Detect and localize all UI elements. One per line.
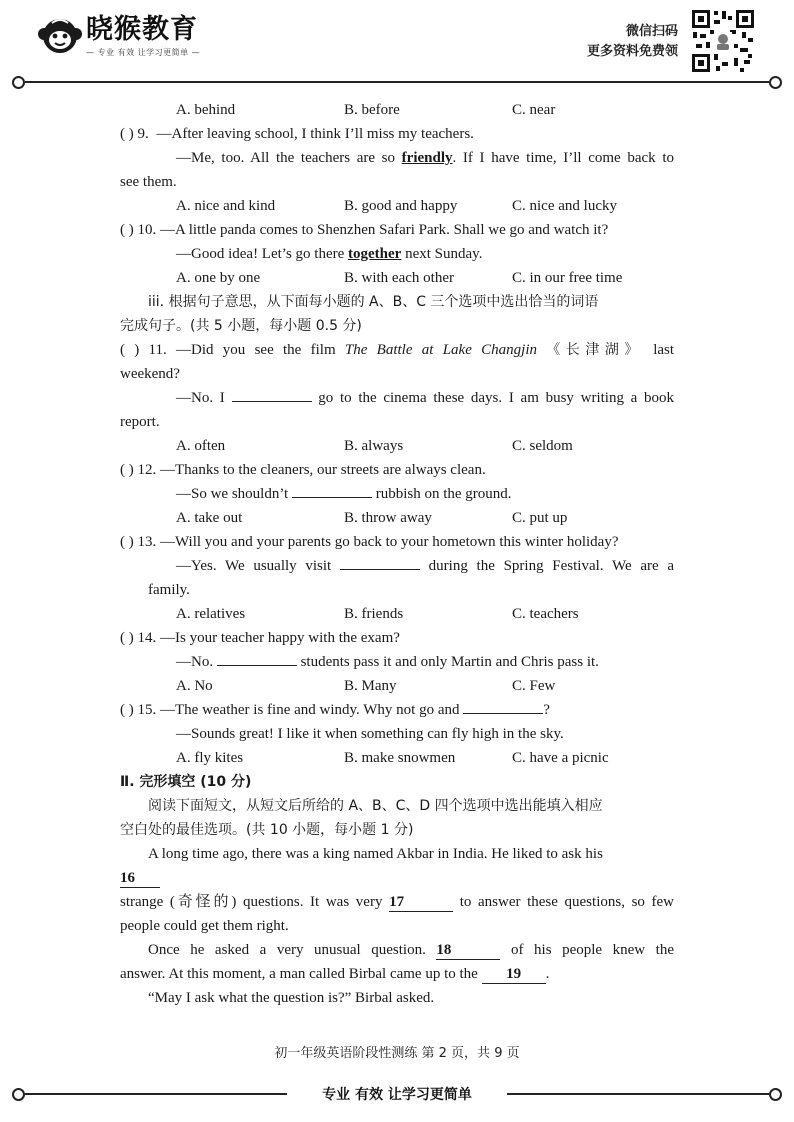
cloze-paragraph-1-line-4: people could get them right. [120,918,289,934]
q9-line-2 [176,146,674,170]
q14-number: ( ) 14. [120,630,157,646]
q11-film-title: The Battle at Lake Changjin [344,342,537,358]
q15-line-1-post: ? [543,702,550,718]
cloze-p1-line-3-post: to answer these questions, so few [459,894,675,910]
q9-option-a: A. nice and kind [176,198,276,214]
q13-line-2-pre: —Yes. We usually visit [176,558,332,574]
q11-answer-blank[interactable] [232,386,312,402]
q15-option-a: A. fly kites [176,750,244,766]
question-11 [120,338,674,362]
q11-line-2: weekend? [120,366,180,382]
q12-line-2-post: rubbish on the ground. [375,486,512,502]
q14-line-2-post: students pass it and only Martin and Chris pass it. [300,654,599,670]
q12-number: ( ) 12. [120,462,157,478]
q13-option-c: C. teachers [512,606,579,622]
brand-name: 晓猴教育 [86,13,198,45]
q14-option-b: B. Many [344,678,397,694]
footer-rule-right-dot [769,1088,782,1101]
footer-rule-right [507,1093,769,1095]
q9-line-2-post: . If I have time, I’ll come back to [452,150,674,166]
question-15 [120,698,550,722]
q11-line-1-pre: —Did you see the film [176,342,345,358]
cloze-blank-19[interactable]: 19 [482,965,546,984]
q9-number: ( ) 9. [120,126,149,142]
q10-line-2-post: next Sunday. [401,246,483,262]
q15-line-1-pre: —The weather is fine and windy. Why not go and [160,702,460,718]
q11-line-3-pre: —No. I [176,390,225,406]
part-3-instruction-line-1: iii. 根据句子意思，从下面每小题的 A、B、C 三个选项中选出恰当的词语 [148,294,599,310]
q11-number: ( ) 11. [120,342,167,358]
q13-number: ( ) 13. [120,534,157,550]
q14-answer-blank[interactable] [217,650,297,666]
cloze-paragraph-2-line-2 [120,962,549,986]
cloze-paragraph-1-line-2 [120,866,160,890]
question-12 [120,458,486,482]
cloze-p2-line-2-post: . [545,966,550,982]
q11-line-4: report. [120,414,160,430]
cloze-instruction-line-2: 空白处的最佳选项。(共 10 小题，每小题 1 分) [120,822,414,838]
q12-answer-blank[interactable] [292,482,372,498]
cloze-paragraph-2-line-1 [148,938,674,962]
cloze-p2-line-2-pre: answer. At this moment, a man called Birbal came up to the [120,966,478,982]
q12-line-2 [176,482,512,506]
q10-number: ( ) 10. [120,222,157,238]
q15-line-2: —Sounds great! I like it when something can fly high in the sky. [176,726,564,742]
q12-line-1: —Thanks to the cleaners, our streets are always clean. [160,462,486,478]
q14-line-1: —Is your teacher happy with the exam? [160,630,400,646]
q8-option-a: A. behind [176,102,236,118]
cloze-p2-line-1-post: of his people knew the [510,942,675,958]
cloze-paragraph-1-line-3 [120,890,674,914]
q9-option-c: C. nice and lucky [512,198,617,214]
cloze-section-title: Ⅱ. 完形填空 (10 分) [120,774,252,790]
q11-film-title-cn: 《长津湖》 [546,342,644,358]
q13-answer-blank[interactable] [340,554,420,570]
question-13 [120,530,618,554]
q9-line-3: see them. [120,174,177,190]
q14-option-c: C. Few [512,678,556,694]
q8-option-b: B. before [344,102,400,118]
q15-option-b: B. make snowmen [344,750,456,766]
q11-option-c: C. seldom [512,438,573,454]
part-3-instruction-line-2: 完成句子。(共 5 小题，每小题 0.5 分) [120,318,362,334]
q13-option-b: B. friends [344,606,404,622]
q11-option-a: A. often [176,438,226,454]
cloze-blank-16[interactable]: 16 [120,869,160,888]
q10-option-b: B. with each other [344,270,454,286]
footer-slogan: 专业 有效 让学习更简单 [322,1087,472,1103]
cloze-blank-18[interactable]: 18 [436,941,500,960]
q15-number: ( ) 15. [120,702,157,718]
q11-line-1-post: last [653,342,675,358]
q14-line-2 [176,650,599,674]
q10-highlight-word: together [348,246,402,262]
cloze-instruction-line-1: 阅读下面短文，从短文后所给的 A、B、C、D 四个选项中选出能填入相应 [148,798,603,814]
q10-line-1: —A little panda comes to Shenzhen Safari Park. Shall we go and watch it? [160,222,609,238]
q15-option-c: C. have a picnic [512,750,609,766]
q11-line-3 [176,386,674,410]
page-number-info: 初一年级英语阶段性测练 第 2 页，共 9 页 [274,1046,520,1061]
q12-option-a: A. take out [176,510,243,526]
q10-option-c: C. in our free time [512,270,623,286]
q10-line-2-pre: —Good idea! Let’s go there [176,246,349,262]
q13-option-a: A. relatives [176,606,246,622]
q10-option-a: A. one by one [176,270,261,286]
q12-option-c: C. put up [512,510,568,526]
q11-line-3-post: go to the cinema these days. I am busy writing a book [318,390,675,406]
q10-line-2 [176,242,482,266]
question-10 [120,218,608,242]
q8-option-c: C. near [512,102,556,118]
scan-line-2: 更多资料免费领 [586,44,678,59]
q11-option-b: B. always [344,438,404,454]
q14-option-a: A. No [176,678,213,694]
q9-highlight-word: friendly [401,150,453,166]
scan-line-1: 微信扫码 [625,24,678,39]
question-14 [120,626,400,650]
q9-line-2-pre: —Me, too. All the teachers are so [176,150,402,166]
q13-line-2-post: during the Spring Festival. We are a [428,558,675,574]
q13-line-3: family. [148,582,190,598]
cloze-p2-line-1-pre: Once he asked a very unusual question. [148,942,426,958]
q9-line-1: —After leaving school, I think I’ll miss my teachers. [156,126,474,142]
q13-line-1: —Will you and your parents go back to your hometown this winter holiday? [160,534,619,550]
q13-line-2 [176,554,674,578]
q12-line-2-pre: —So we shouldn’t [176,486,289,502]
q14-line-2-pre: —No. [176,654,214,670]
brand-slogan: — 专业 有效 让学习更简单 — [86,47,201,57]
q9-option-b: B. good and happy [344,198,458,214]
q12-option-b: B. throw away [344,510,432,526]
cloze-p1-line-3-pre: strange (奇怪的) questions. It was very [120,894,383,910]
question-9 [120,122,474,146]
cloze-blank-17[interactable]: 17 [389,893,453,912]
q15-answer-blank[interactable] [463,698,543,714]
cloze-paragraph-1-line-1: A long time ago, there was a king named Akbar in India. He liked to ask his [148,846,603,862]
cloze-paragraph-3: “May I ask what the question is?” Birbal asked. [148,990,435,1006]
